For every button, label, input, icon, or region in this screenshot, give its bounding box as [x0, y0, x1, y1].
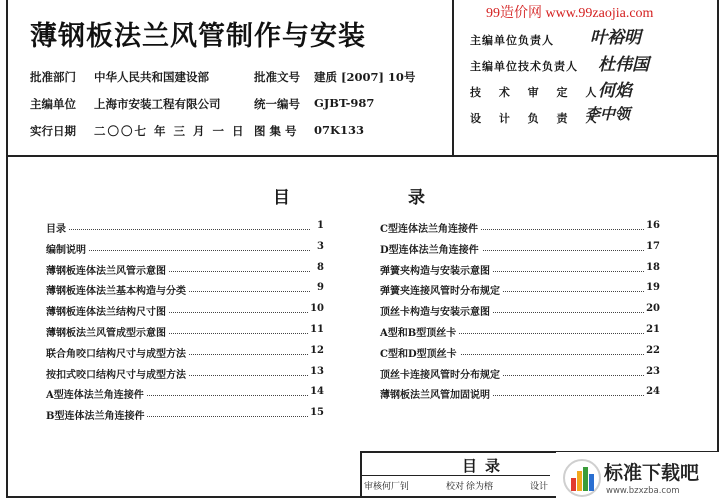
- toc-entry[interactable]: [46, 262, 324, 283]
- toc-entry[interactable]: [380, 386, 660, 407]
- toc-entry[interactable]: [380, 282, 660, 303]
- toc-entry-label: 弹簧夹连接风管时分布规定: [380, 282, 503, 297]
- toc-title-left: 目: [273, 188, 290, 208]
- toc-entry-label: 顶丝卡构造与安装示意图: [380, 303, 493, 318]
- title-block-title: 目录: [462, 457, 509, 475]
- toc-entry-label: 弹簧夹构造与安装示意图: [380, 262, 493, 277]
- toc-entry-label: C型和D型顶丝卡: [380, 345, 460, 360]
- toc-entry-label: 按扣式咬口结构尺寸与成型方法: [46, 366, 189, 381]
- toc-entry-page: 23: [646, 365, 660, 377]
- impl-date: 二〇〇七 年 三 月 一 日: [94, 124, 246, 138]
- toc-entry[interactable]: [46, 303, 324, 324]
- resp-role-3: 技 术 审 定 人: [470, 86, 604, 99]
- toc-entry-label: 编制说明: [46, 241, 89, 256]
- page-title: 薄钢板法兰风管制作与安装: [30, 21, 366, 52]
- toc-entry[interactable]: [380, 345, 660, 366]
- unified-no-label: 统一编号: [254, 97, 300, 111]
- toc-entry[interactable]: [46, 366, 324, 387]
- logo-text: 标准下载吧: [604, 462, 700, 484]
- atlas-no: 07K133: [314, 123, 365, 137]
- toc-entry-label: 薄钢板连体法兰风管示意图: [46, 262, 169, 277]
- title-block-divider: [360, 475, 550, 476]
- toc-entry[interactable]: [46, 220, 324, 241]
- toc-entry-page: 12: [310, 344, 324, 356]
- toc-entry[interactable]: [380, 324, 660, 345]
- toc-left-column: [46, 220, 324, 428]
- toc-entry[interactable]: [46, 345, 324, 366]
- toc-entry-page: 1: [317, 220, 324, 231]
- watermark: 99造价网 www.99zaojia.com: [486, 6, 654, 21]
- toc-entry-page: 22: [646, 344, 660, 356]
- toc-entry-page: 17: [646, 240, 660, 252]
- approval-dept-label: 批准部门: [30, 70, 76, 84]
- site-logo[interactable]: [556, 452, 726, 503]
- toc-entry-page: 15: [310, 407, 324, 419]
- toc-entry-page: 9: [317, 282, 324, 294]
- toc-entry-label: A型连体法兰角连接件: [46, 386, 147, 401]
- resp-role-2: 主编单位技术负责人: [470, 60, 578, 73]
- header-vertical-divider: [452, 0, 454, 157]
- toc-entry-page: 18: [646, 261, 660, 273]
- toc-entry-page: 14: [310, 386, 324, 398]
- atlas-no-label: 图 集 号: [254, 124, 297, 138]
- editor-unit-label: 主编单位: [30, 97, 76, 111]
- toc-title-right: 录: [408, 188, 425, 208]
- review-label: 审核: [364, 482, 383, 492]
- impl-date-label: 实行日期: [30, 124, 76, 138]
- toc-entry[interactable]: [46, 282, 324, 303]
- toc-entry-page: 8: [317, 261, 324, 273]
- design-label: 设计: [530, 482, 549, 492]
- checker-name: 徐为榕: [466, 482, 494, 492]
- unified-no: GJBT-987: [314, 96, 375, 110]
- toc-entry[interactable]: [380, 366, 660, 387]
- toc-entry-label: 薄钢板法兰风管加固说明: [380, 386, 493, 401]
- toc-entry[interactable]: [46, 386, 324, 407]
- toc-entry-label: C型连体法兰角连接件: [380, 220, 481, 235]
- signature-1: 叶裕明: [590, 28, 641, 48]
- toc-leader-dots: [46, 229, 310, 230]
- toc-entry-page: 3: [317, 240, 324, 252]
- toc-entry[interactable]: [380, 220, 660, 241]
- toc-entry-page: 16: [646, 220, 660, 231]
- toc-entry-page: 13: [310, 365, 324, 377]
- toc-entry-page: 20: [646, 303, 660, 315]
- resp-role-1: 主编单位负责人: [470, 34, 554, 47]
- approval-no-label: 批准文号: [254, 70, 300, 84]
- toc-entry-page: 11: [310, 323, 324, 335]
- toc-entry-label: A型和B型顶丝卡: [380, 324, 459, 339]
- toc-entry[interactable]: [46, 407, 324, 428]
- toc-entry-label: 联合角咬口结构尺寸与成型方法: [46, 345, 189, 360]
- toc-entry-label: B型连体法兰角连接件: [46, 407, 147, 422]
- logo-url: www.bzxzba.com: [606, 486, 680, 496]
- reviewer-name: 何厂钊: [382, 482, 410, 492]
- header-divider: [6, 155, 719, 157]
- toc-entry-label: 顶丝卡连接风管时分布规定: [380, 366, 503, 381]
- toc-entry-label: D型连体法兰角连接件: [380, 241, 482, 256]
- toc-entry[interactable]: [380, 241, 660, 262]
- toc-right-column: [380, 220, 660, 407]
- toc-entry[interactable]: [46, 241, 324, 262]
- signature-3: 何焰: [598, 81, 632, 101]
- toc-entry-label: 目录: [46, 220, 69, 235]
- bar-chart-logo-icon: [562, 458, 602, 498]
- editor-unit: 上海市安装工程有限公司: [94, 97, 221, 111]
- toc-entry-page: 24: [646, 386, 660, 398]
- toc-entry-label: 薄钢板连体法兰结构尺寸图: [46, 303, 169, 318]
- toc-entry-page: 10: [310, 303, 324, 315]
- approval-dept: 中华人民共和国建设部: [94, 70, 209, 84]
- toc-entry[interactable]: [380, 303, 660, 324]
- resp-role-4: 设 计 负 责 人: [470, 112, 604, 125]
- toc-entry-label: 薄钢板法兰风管成型示意图: [46, 324, 169, 339]
- toc-entry[interactable]: [46, 324, 324, 345]
- toc-entry-label: 薄钢板连体法兰基本构造与分类: [46, 282, 189, 297]
- approval-no: 建质 [2007] 10号: [314, 70, 416, 84]
- signature-2: 杜伟国: [598, 55, 649, 75]
- toc-entry-page: 19: [646, 282, 660, 294]
- toc-entry-page: 21: [646, 323, 660, 335]
- check-label: 校对: [446, 482, 465, 492]
- signature-4: 李中领: [585, 105, 631, 123]
- toc-entry[interactable]: [380, 262, 660, 283]
